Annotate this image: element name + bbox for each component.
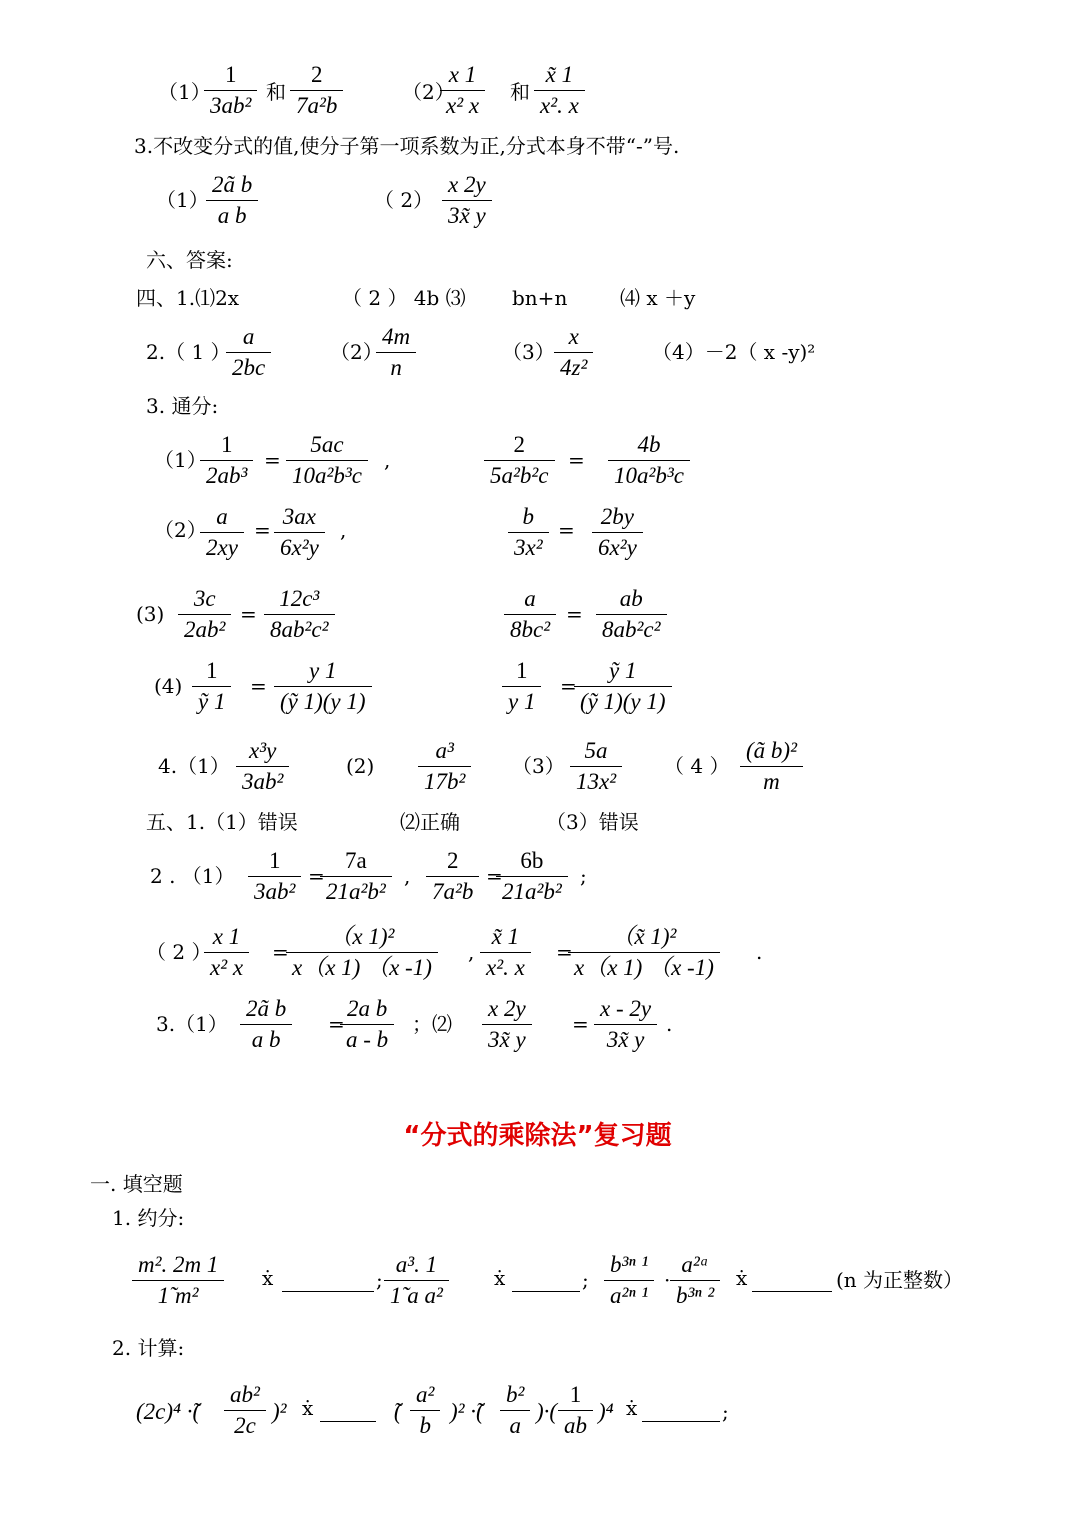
fraction: m². 2m 1 1̃ m² — [132, 1250, 224, 1311]
answer-label: ；⑵ — [412, 1012, 452, 1036]
fraction: b³ⁿ ¹ a²ⁿ ¹ — [604, 1250, 654, 1311]
q3-1-label: （1） — [156, 188, 209, 212]
section-title: “分式的乘除法”复习题 — [403, 1121, 672, 1151]
answer-5-1: 五、1.（1）错误 — [146, 810, 298, 834]
answer-4-1: （ 2 ） 4b ⑶ — [342, 286, 466, 310]
comma: , — [384, 448, 391, 472]
fraction: a 2bc — [226, 322, 271, 383]
fraction: 7a 21a²b² — [320, 846, 392, 907]
fraction: 2by 6x²y — [592, 502, 643, 563]
fraction: b 3x² — [508, 502, 549, 563]
answer-5-1: （3）错误 — [546, 810, 639, 834]
comma: , — [468, 940, 475, 964]
expression: )⁴ — [598, 1399, 614, 1424]
fraction: x 1 x² x — [204, 922, 249, 983]
fraction: a 8bc² — [504, 584, 556, 645]
equals: = — [568, 448, 585, 472]
answer-label: （1） — [154, 448, 207, 472]
expression: (2c)⁴ ·̃( — [136, 1399, 201, 1424]
answer-4-3-heading: 3. 通分: — [146, 394, 219, 418]
fraction: 1 ab — [558, 1380, 593, 1441]
q2-2-label: （2） — [402, 80, 455, 104]
fraction: 2 7a²b — [290, 60, 343, 121]
equals-mark: ẋ — [302, 1396, 314, 1420]
equals: = — [556, 940, 573, 964]
q3-instruction: 3.不改变分式的值,使分子第一项系数为正,分式本身不带“-”号. — [134, 134, 680, 158]
q2-1-label: （1） — [158, 80, 211, 104]
fraction: 3ax 6x²y — [274, 502, 325, 563]
answer-label: （ 2 ） — [146, 940, 212, 964]
fraction: 5ac 10a²b³c — [286, 430, 368, 491]
equals: = — [566, 602, 583, 626]
equals-mark: ẋ — [494, 1266, 506, 1290]
answer-blank[interactable] — [752, 1290, 832, 1292]
equals: = — [558, 518, 575, 542]
fraction: x̃ 1 x². x — [534, 60, 585, 121]
fraction: x³y 3ab² — [236, 736, 289, 797]
fraction: x 2y 3x̃ y — [482, 994, 532, 1055]
fraction: y 1 (ỹ 1)(y 1) — [274, 656, 372, 717]
semicolon: ; — [376, 1268, 383, 1292]
expression: )·( — [536, 1399, 558, 1424]
fraction: 6b 21a²b² — [496, 846, 568, 907]
comma: , — [340, 518, 347, 542]
fraction: 1 3ab² — [248, 846, 301, 907]
fraction: 1 3ab² — [204, 60, 257, 121]
fraction: 2 7a²b — [426, 846, 479, 907]
answer-blank[interactable] — [320, 1420, 376, 1422]
equals-mark: ẋ — [736, 1266, 748, 1290]
equals: = — [250, 674, 267, 698]
and-text: 和 — [510, 80, 530, 104]
fraction: （x̃ 1)² x（x 1) （x -1) — [568, 922, 720, 983]
equals: = — [308, 864, 325, 888]
comma: , — [404, 864, 411, 888]
fraction: 12c³ 8ab²c² — [264, 584, 335, 645]
and-text: 和 — [266, 80, 286, 104]
answer-4-1: 四、1.⑴2x — [136, 286, 240, 310]
answer-label: （2） — [330, 340, 383, 364]
answer-label: 2 . （1） — [150, 864, 235, 888]
fraction: x̃ 1 x². x — [480, 922, 531, 983]
answer-4-2-label: 2.（ 1 ） — [146, 340, 231, 364]
answer-label: 4.（1） — [158, 754, 230, 778]
answers-heading: 六、答案: — [146, 248, 233, 272]
answer-4-1: bn+n — [512, 286, 568, 310]
expression: ；̃( — [376, 1399, 402, 1424]
answer-blank[interactable] — [512, 1290, 580, 1292]
dot: · — [664, 1268, 671, 1292]
answer-4-1: ⑷ x ＋y — [620, 286, 696, 310]
fraction: ỹ 1 (ỹ 1)(y 1) — [574, 656, 672, 717]
equals-mark: ẋ — [626, 1396, 638, 1420]
equals: = — [328, 1012, 345, 1036]
equals: = — [560, 674, 577, 698]
fraction: 3c 2ab² — [178, 584, 231, 645]
answer-label: （3） — [512, 754, 565, 778]
answer-label: （ 4 ） — [664, 754, 730, 778]
answer-blank[interactable] — [282, 1290, 374, 1292]
fraction: 1 2ab³ — [200, 430, 253, 491]
answer-label: (2) — [346, 754, 375, 778]
answer-4-2-4: （4）－2（ x -y)² — [652, 340, 816, 364]
fraction: ab² 2c — [224, 1380, 266, 1441]
fraction: ab 8ab²c² — [596, 584, 667, 645]
equals: = — [254, 518, 271, 542]
section-heading: 一. 填空题 — [90, 1172, 183, 1196]
fraction: 1 ỹ 1 — [192, 656, 231, 717]
question-1-label: 1. 约分: — [112, 1206, 185, 1230]
equals: = — [272, 940, 289, 964]
fraction: b² a — [500, 1380, 530, 1441]
note: (n 为正整数） — [836, 1268, 964, 1292]
fraction: 1 y 1 — [502, 656, 541, 717]
fraction: 2a b a - b — [340, 994, 394, 1055]
semicolon: ; — [722, 1400, 729, 1424]
semicolon: ; — [580, 864, 587, 888]
answer-blank[interactable] — [642, 1420, 720, 1422]
equals: = — [240, 602, 257, 626]
period: . — [756, 940, 763, 964]
question-2-label: 2. 计算: — [112, 1336, 185, 1360]
answer-label: 3.（1） — [156, 1012, 228, 1036]
equals: = — [572, 1012, 589, 1036]
fraction: (ã b)² m — [740, 736, 803, 797]
expression: )² ·̃( — [450, 1399, 484, 1424]
equals-mark: ẋ — [262, 1266, 274, 1290]
answer-label: (3) — [136, 602, 165, 626]
q3-2-label: （ 2） — [374, 188, 434, 212]
expression: )² — [272, 1399, 287, 1424]
answer-label: （2） — [154, 518, 207, 542]
fraction: 2 5a²b²c — [484, 430, 555, 491]
fraction: a²ᵃ b³ⁿ ² — [670, 1250, 720, 1311]
fraction: x 1 x² x — [440, 60, 485, 121]
fraction: 2ã b a b — [206, 170, 258, 231]
fraction: 4m n — [376, 322, 416, 383]
fraction: a² b — [410, 1380, 440, 1441]
answer-label: （3） — [502, 340, 555, 364]
answer-5-1: ⑵正确 — [400, 810, 460, 834]
fraction: x 2y 3x̃ y — [442, 170, 492, 231]
equals: = — [264, 448, 281, 472]
equals: = — [486, 864, 503, 888]
fraction: x - 2y 3x̃ y — [594, 994, 657, 1055]
fraction: 5a 13x² — [570, 736, 622, 797]
answer-label: (4) — [154, 674, 183, 698]
fraction: a 2xy — [200, 502, 244, 563]
fraction: 2ã b a b — [240, 994, 292, 1055]
fraction: 4b 10a²b³c — [608, 430, 690, 491]
fraction: x 4z² — [554, 322, 593, 383]
fraction: a³. 1 1̃ a a² — [384, 1250, 449, 1311]
fraction: （x 1)² x（x 1) （x -1) — [286, 922, 438, 983]
fraction: a³ 17b² — [418, 736, 471, 797]
period: . — [666, 1012, 673, 1036]
semicolon: ; — [582, 1268, 589, 1292]
